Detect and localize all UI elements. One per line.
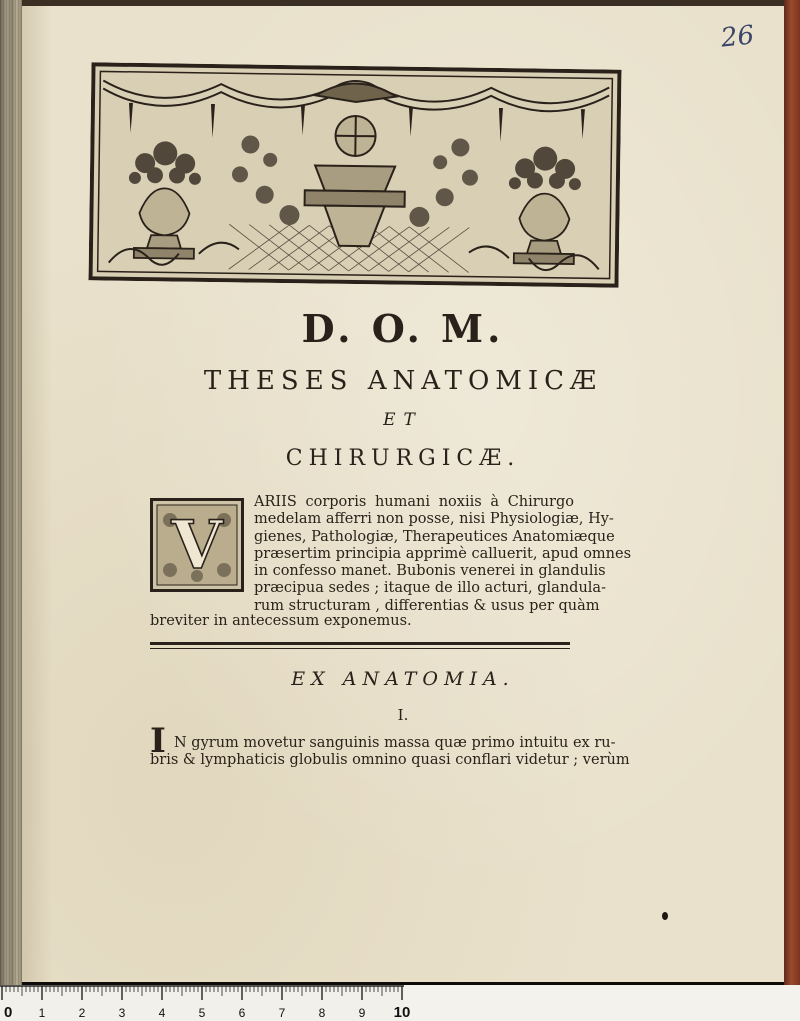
ink-spot bbox=[662, 912, 668, 920]
rule-thick bbox=[150, 642, 570, 645]
ruler-label: 5 bbox=[198, 1006, 206, 1020]
ruler-label: 10 bbox=[393, 1004, 411, 1021]
drop-cap-letter: V bbox=[171, 506, 223, 584]
intro-line: medelam afferri non posse, nisi Physiologiæ, Hy- bbox=[254, 511, 614, 528]
ruler-label: 1 bbox=[38, 1006, 46, 1020]
drop-cap-engraving bbox=[150, 498, 244, 592]
ruler-label: 6 bbox=[238, 1006, 246, 1020]
ruler-label: 4 bbox=[158, 1006, 166, 1020]
intro-line: præcipua sedes ; itaque de illo acturi, glandula- bbox=[254, 580, 606, 597]
title-dom: D. O. M. bbox=[301, 306, 505, 351]
headpiece-engraving bbox=[89, 62, 622, 287]
title-theses-anatomicae: THESES ANATOMICÆ bbox=[203, 366, 603, 396]
ruler-label: 2 bbox=[78, 1006, 86, 1020]
intro-last-line: breviter in antecessum exponemus. bbox=[150, 613, 412, 629]
intro-line: in confesso manet. Bubonis venerei in glandulis bbox=[254, 563, 606, 580]
ruler-label: 7 bbox=[278, 1006, 286, 1020]
title-chirurgicae: CHIRURGICÆ. bbox=[285, 446, 521, 471]
rule-thin bbox=[150, 648, 570, 649]
intro-line: ARIIS corporis humani noxiis à Chirurgo bbox=[254, 494, 574, 510]
intro-line: rum structuram , differentias & usus per quàm bbox=[254, 597, 600, 614]
section-paragraph bbox=[150, 735, 630, 770]
intro-line: præsertim principia apprimè calluerit, apud omnes bbox=[254, 545, 632, 562]
ruler-label: 3 bbox=[118, 1006, 126, 1020]
ornamental-headpiece bbox=[89, 62, 622, 287]
book-page bbox=[22, 6, 784, 982]
ruler-label: 8 bbox=[318, 1006, 326, 1020]
section-initial: I bbox=[150, 721, 166, 761]
book-page-edges-left bbox=[0, 0, 22, 985]
ruler-label: 0 bbox=[4, 1004, 13, 1021]
section-line: N gyrum movetur sanguinis massa quæ primo intuitu ex ru- bbox=[174, 735, 616, 751]
intro-line: gienes, Pathologiæ, Therapeutices Anatomiæque bbox=[254, 528, 615, 545]
intro-paragraph bbox=[254, 494, 632, 615]
ruler-scale bbox=[0, 985, 800, 1021]
handwritten-page-number: 26 bbox=[719, 20, 756, 54]
double-rule-divider bbox=[150, 642, 570, 650]
title-et: ET bbox=[383, 410, 423, 430]
section-heading: EX ANATOMIA. bbox=[291, 668, 515, 690]
section-number: I. bbox=[397, 706, 409, 724]
section-line: bris & lymphaticis globulis omnino quasi conflari videtur ; verùm bbox=[150, 752, 630, 769]
measurement-ruler bbox=[0, 985, 800, 1021]
book-cover-edge-right bbox=[784, 0, 800, 985]
ornamental-drop-cap bbox=[150, 498, 244, 592]
ruler-label: 9 bbox=[358, 1006, 366, 1020]
